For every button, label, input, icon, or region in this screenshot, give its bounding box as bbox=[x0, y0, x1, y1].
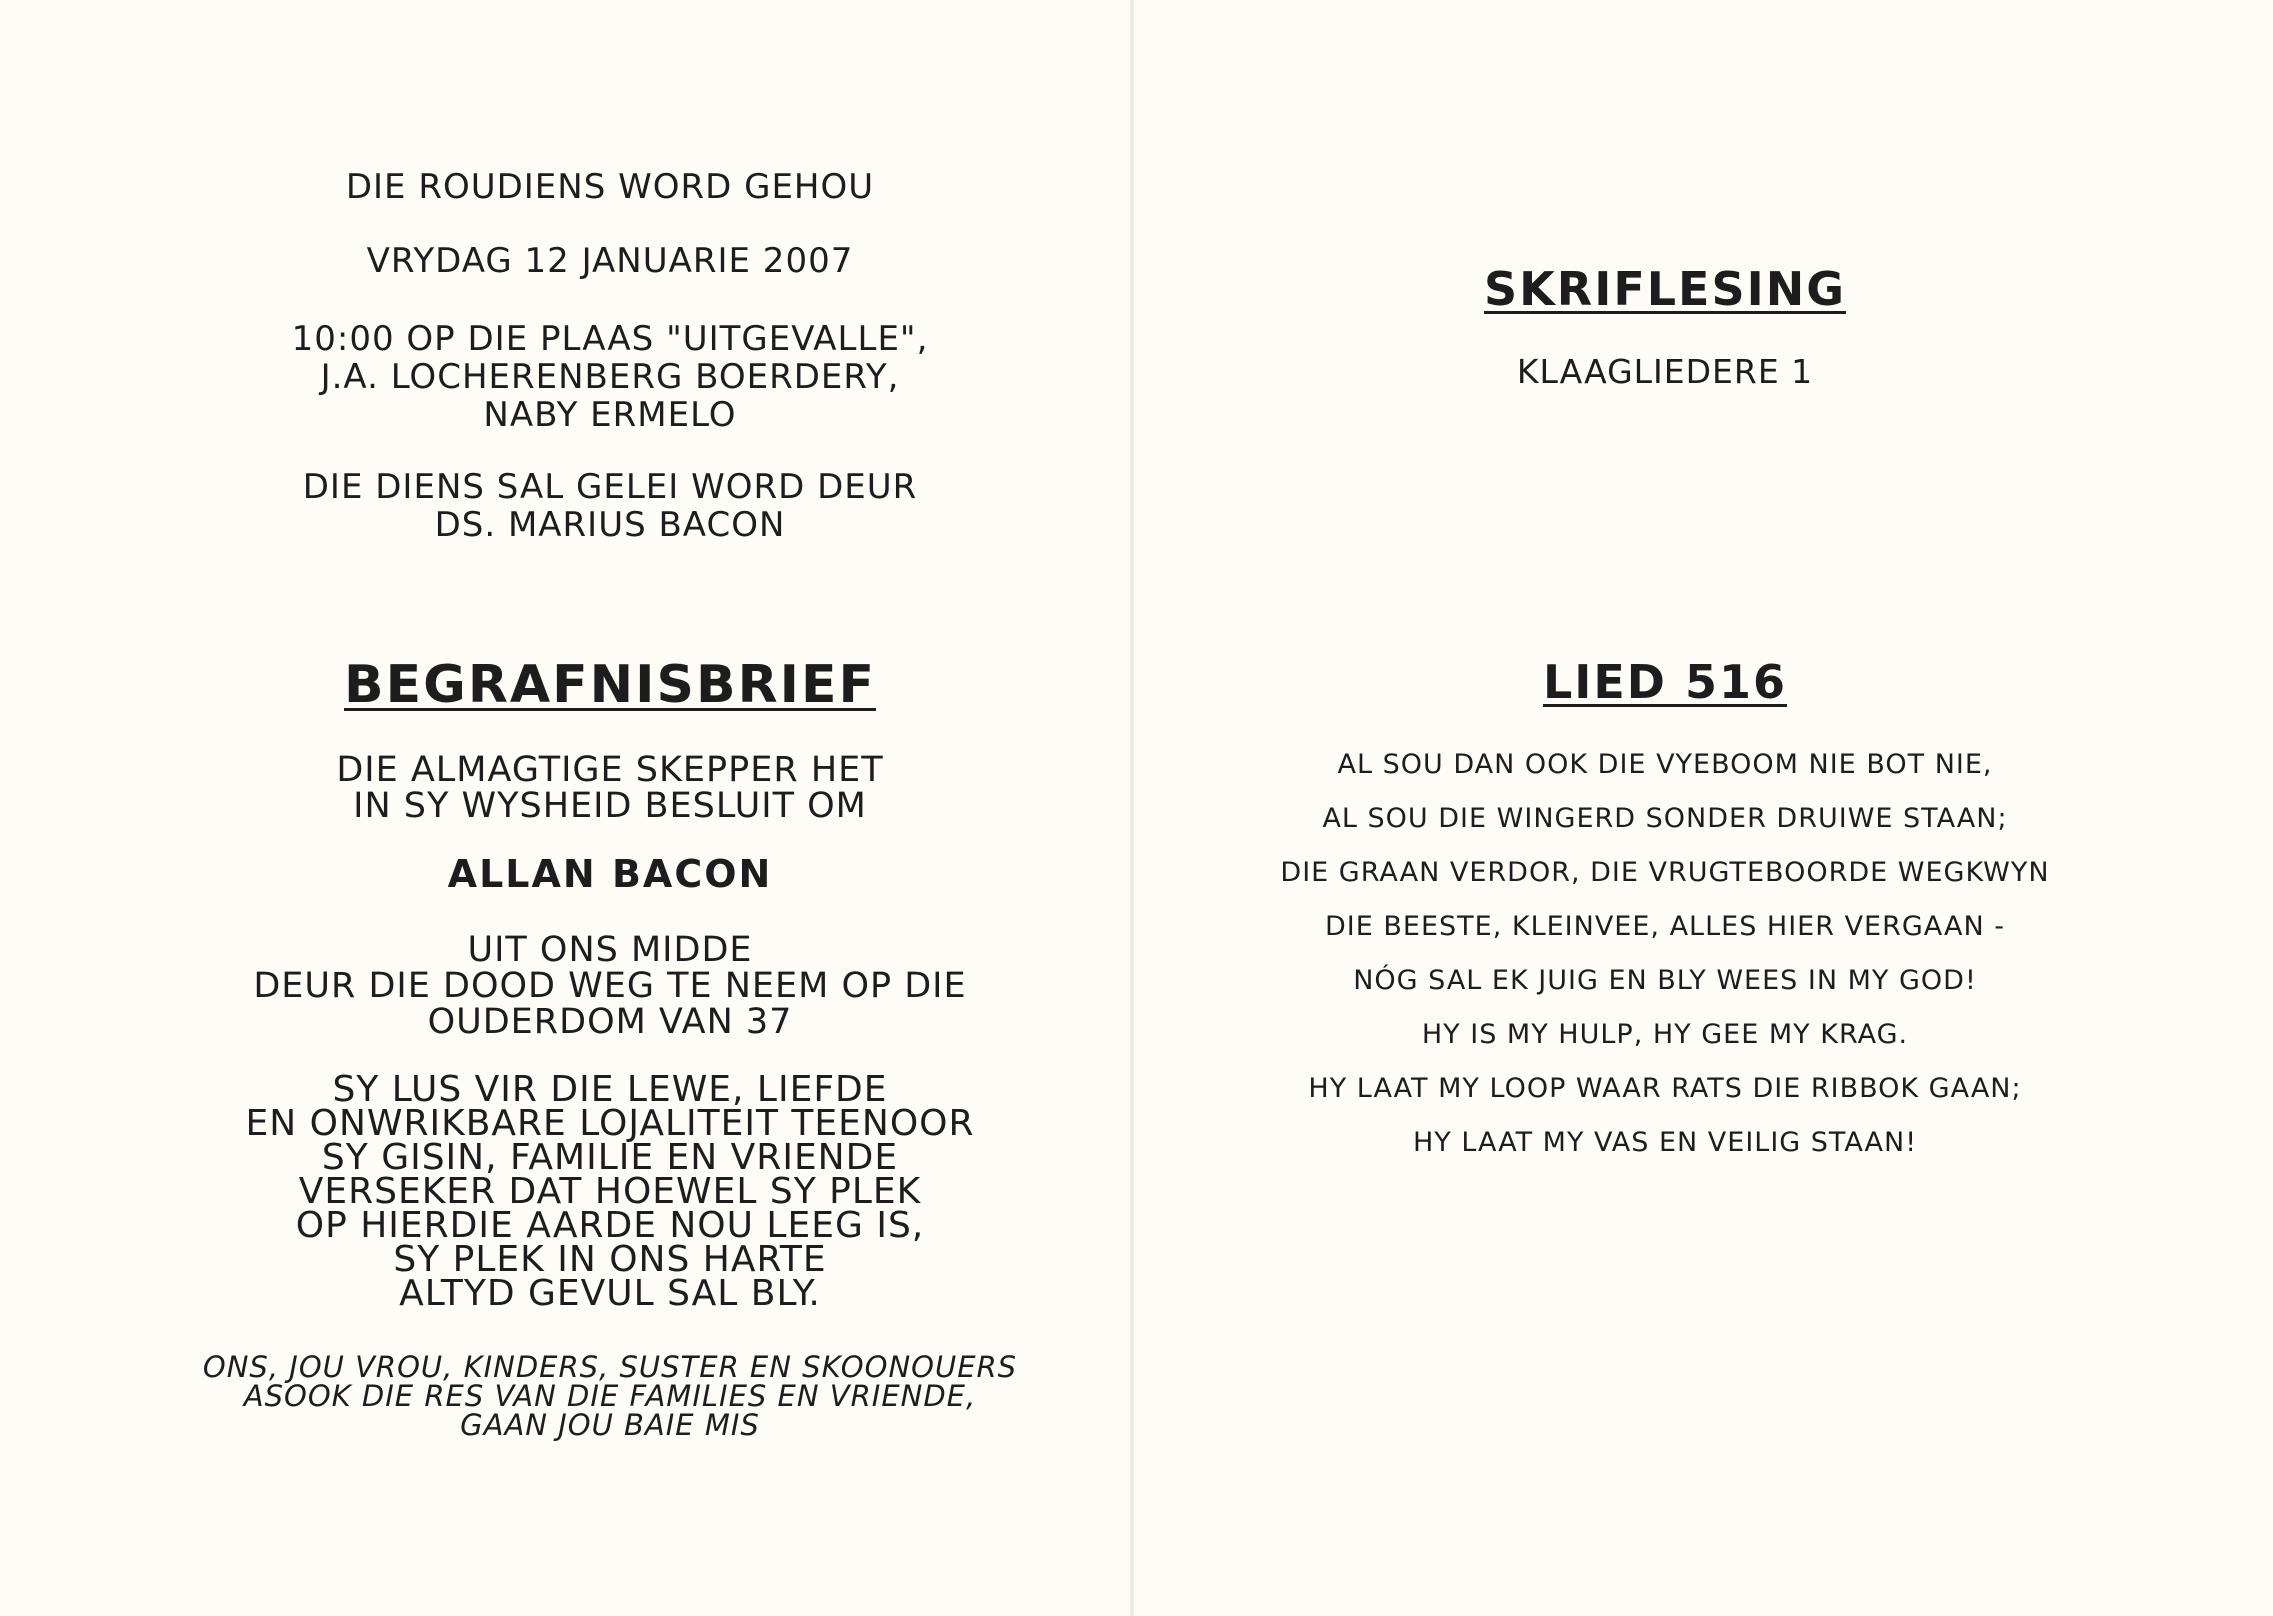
hymn-line: HY LAAT MY VAS EN VEILIG STAAN! bbox=[1412, 1127, 1918, 1158]
right-page bbox=[1160, 0, 2170, 1616]
intro-line: DIE ALMAGTIGE SKEPPER HET bbox=[336, 750, 884, 790]
reading-title: SKRIFLESING bbox=[1484, 262, 1846, 316]
tribute-line: VERSEKER DAT HOEWEL SY PLEK bbox=[298, 1171, 922, 1212]
intro-line: IN SY WYSHEID BESLUIT OM bbox=[353, 786, 867, 826]
officiant-line: DS. MARIUS BACON bbox=[434, 505, 786, 545]
tribute-line: OP HIERDIE AARDE NOU LEEG IS, bbox=[295, 1205, 925, 1246]
hymn-title: LIED 516 bbox=[1542, 655, 1788, 709]
closing-line: ONS, JOU VROU, KINDERS, SUSTER EN SKOONOUERS bbox=[202, 1350, 1018, 1384]
deceased-name: ALLAN BACON bbox=[447, 852, 773, 896]
age-line: UIT ONS MIDDE bbox=[467, 930, 753, 970]
tribute-line: SY GISIN, FAMILIE EN VRIENDE bbox=[321, 1137, 899, 1178]
service-date: VRYDAG 12 JANUARIE 2007 bbox=[366, 241, 854, 281]
closing-line: GAAN JOU BAIE MIS bbox=[460, 1408, 760, 1442]
location-line: 10:00 OP DIE PLAAS "UITGEVALLE", bbox=[291, 319, 929, 359]
age-statement bbox=[90, 932, 1130, 1040]
tribute-line: SY LUS VIR DIE LEWE, LIEFDE bbox=[332, 1069, 888, 1110]
service-location bbox=[90, 320, 1130, 434]
service-officiant bbox=[90, 468, 1130, 544]
hymn-line: DIE GRAAN VERDOR, DIE VRUGTEBOORDE WEGKWYN bbox=[1280, 857, 2050, 888]
hymn-line: NÓG SAL EK JUIG EN BLY WEES IN MY GOD! bbox=[1353, 965, 1977, 996]
hymn-line: DIE BEESTE, KLEINVEE, ALLES HIER VERGAAN - bbox=[1324, 911, 2006, 942]
location-line: NABY ERMELO bbox=[483, 395, 737, 435]
letter-intro bbox=[90, 752, 1130, 824]
hymn-line: HY LAAT MY LOOP WAAR RATS DIE RIBBOK GAAN; bbox=[1308, 1073, 2022, 1104]
center-fold bbox=[1130, 0, 1134, 1616]
age-line: DEUR DIE DOOD WEG TE NEEM OP DIE bbox=[253, 966, 967, 1006]
age-line: OUDERDOM VAN 37 bbox=[427, 1002, 793, 1042]
reading-reference: KLAAGLIEDERE 1 bbox=[1516, 352, 1814, 391]
letter-title: BEGRAFNISBRIEF bbox=[343, 655, 877, 715]
tribute-line: ALTYD GEVUL SAL BLY. bbox=[399, 1273, 821, 1314]
hymn-line: AL SOU DIE WINGERD SONDER DRUIWE STAAN; bbox=[1322, 803, 2008, 834]
service-intro: DIE ROUDIENS WORD GEHOU bbox=[345, 167, 875, 207]
location-line: J.A. LOCHERENBERG BOERDERY, bbox=[320, 357, 900, 397]
closing-note bbox=[90, 1350, 1130, 1442]
hymn-line: AL SOU DAN OOK DIE VYEBOOM NIE BOT NIE, bbox=[1337, 749, 1993, 780]
left-page bbox=[90, 0, 1130, 1616]
hymn-line: HY IS MY HULP, HY GEE MY KRAG. bbox=[1421, 1019, 1909, 1050]
hymn-verse bbox=[1160, 738, 2170, 1170]
tribute-line: SY PLEK IN ONS HARTE bbox=[393, 1239, 827, 1280]
closing-line: ASOOK DIE RES VAN DIE FAMILIES EN VRIENDE, bbox=[243, 1379, 977, 1413]
officiant-line: DIE DIENS SAL GELEI WORD DEUR bbox=[302, 467, 918, 507]
tribute-line: EN ONWRIKBARE LOJALITEIT TEENOOR bbox=[245, 1103, 975, 1144]
tribute bbox=[90, 1069, 1130, 1314]
